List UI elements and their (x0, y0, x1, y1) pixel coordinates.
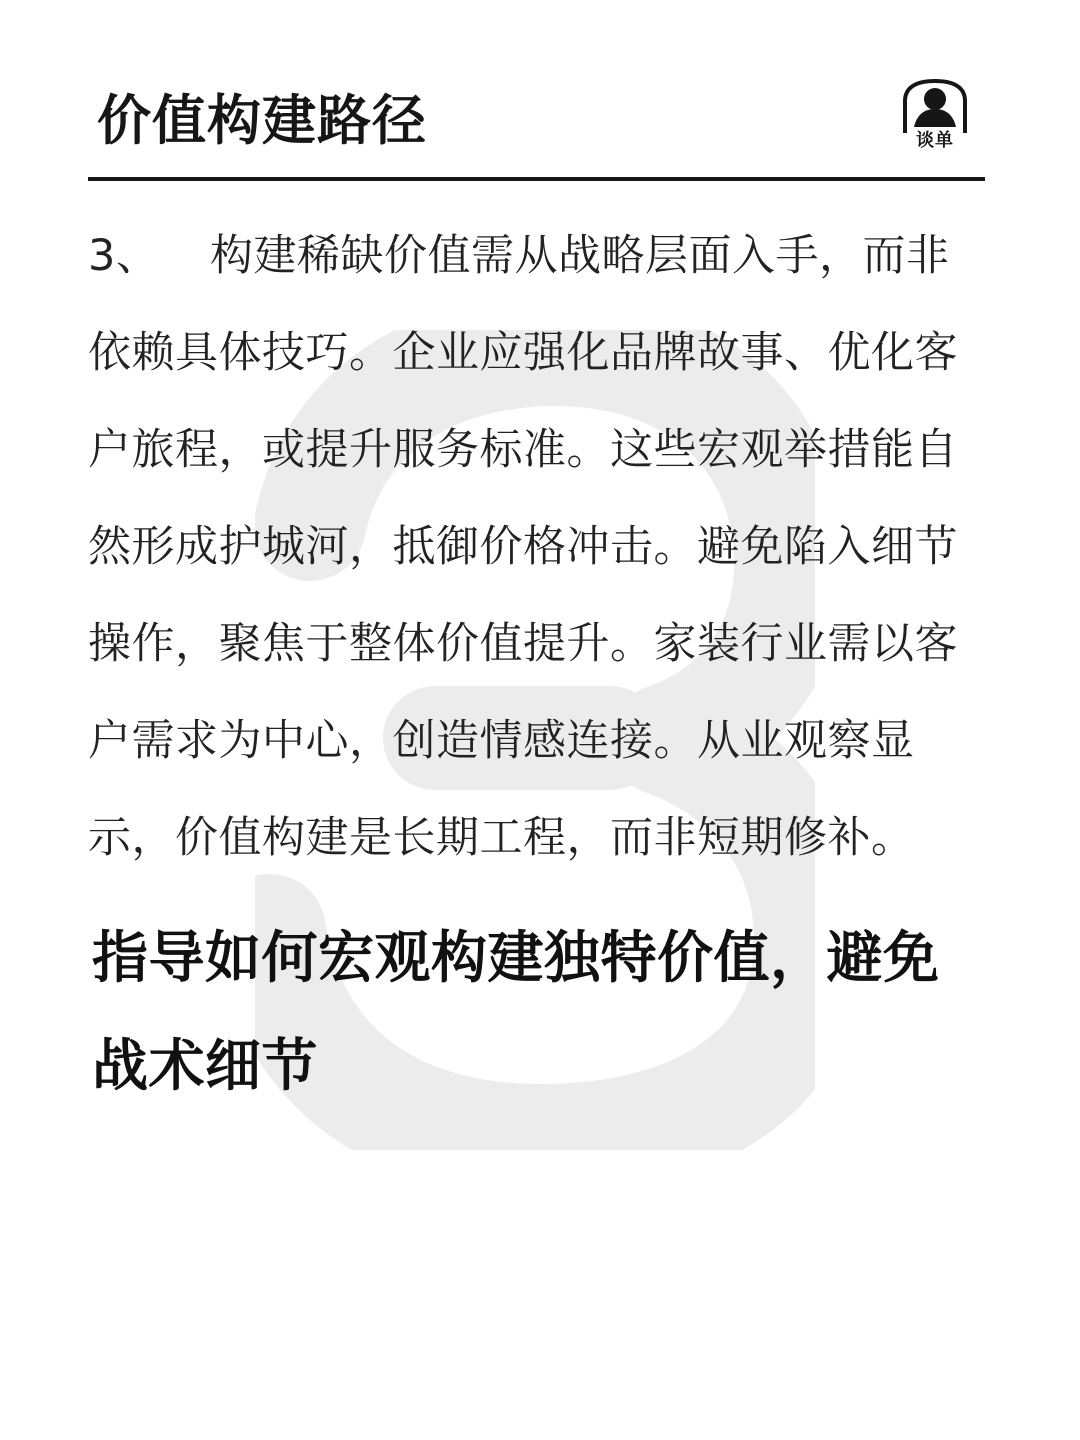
page-header (0, 0, 1080, 182)
paragraph-number: 3、 (88, 231, 160, 281)
brand-logo (897, 78, 973, 158)
paragraph-text: 构建稀缺价值需从战略层面入手，而非依赖具体技巧。企业应强化品牌故事、优化客户旅程，或提升服务标准。这些宏观举措能自然形成护城河，抵御价格冲击。避免陷入细节操作，聚焦于整体价值提升。家装行业需以客户需求为中心，创造情感连接。从业观察显示，价值构建是长期工程，而非短期修补。 (88, 231, 958, 863)
person-avatar-icon (897, 78, 973, 134)
article-paragraph (88, 208, 985, 887)
header-divider (88, 177, 985, 181)
summary-heading: 指导如何宏观构建独特价值，避免战术细节 (92, 926, 940, 1099)
article-content (88, 208, 985, 1121)
logo-label: 谈单 (916, 130, 954, 151)
page-title: 价值构建路径 (97, 89, 427, 152)
